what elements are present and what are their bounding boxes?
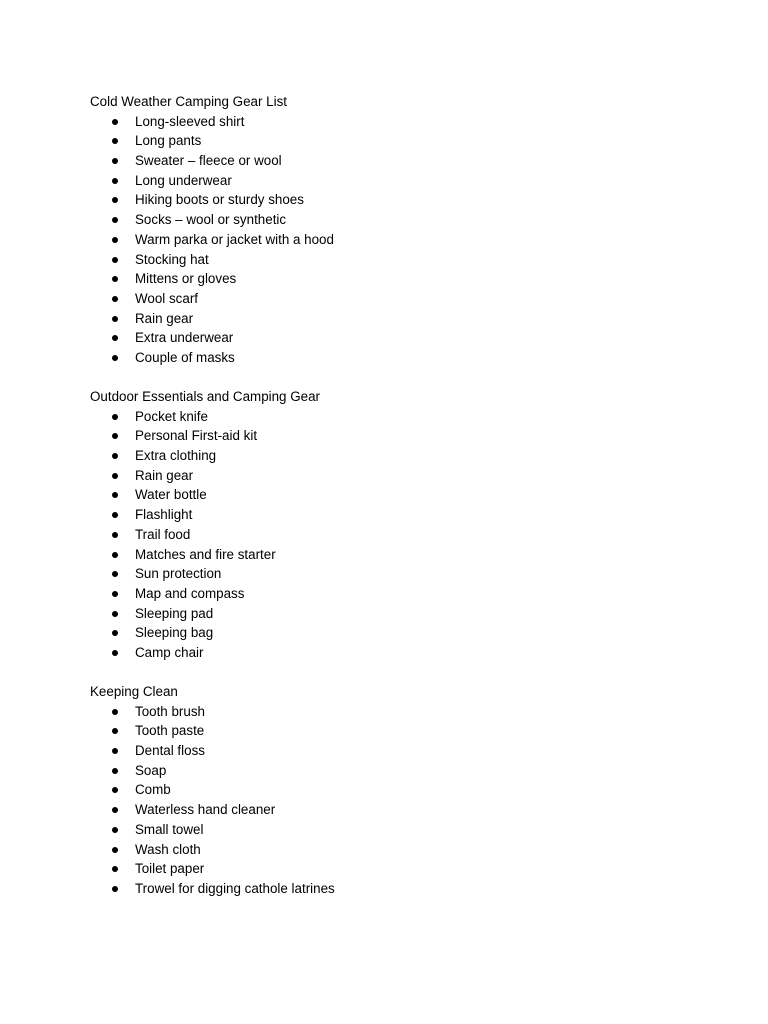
list-item-text: Personal First-aid kit: [135, 428, 258, 444]
list-item: [90, 112, 690, 132]
list-item-text: Soap: [135, 762, 167, 778]
bullet-icon: [112, 768, 118, 774]
bullet-icon: [112, 433, 118, 439]
list-item-text: Rain gear: [135, 467, 194, 483]
list-item-text: Mittens or gloves: [135, 271, 237, 287]
bullet-icon: [112, 316, 118, 322]
list-item-text: Wash cloth: [135, 841, 201, 857]
section-title: Cold Weather Camping Gear List: [90, 94, 287, 109]
list-item: [90, 151, 690, 171]
list-item: [90, 525, 690, 545]
list-item: [90, 859, 690, 879]
list-item-text: Toilet paper: [135, 861, 205, 877]
bullet-icon: [112, 178, 118, 184]
list-item: [90, 269, 690, 289]
list-item: [90, 348, 690, 368]
list-item-text: Long-sleeved shirt: [135, 113, 245, 129]
bullet-icon: [112, 217, 118, 223]
bullet-icon: [112, 197, 118, 203]
bullet-icon: [112, 335, 118, 341]
list-item: [90, 407, 690, 427]
list-item: [90, 230, 690, 250]
list-item: [90, 584, 690, 604]
list-item-text: Trowel for digging cathole latrines: [135, 880, 335, 896]
bullet-icon: [112, 237, 118, 243]
list-item: [90, 466, 690, 486]
list-item: [90, 702, 690, 722]
bullet-icon: [112, 748, 118, 754]
section-cold-weather-gear: [90, 92, 690, 368]
list-item: [90, 505, 690, 525]
list-item: [90, 171, 690, 191]
list-item: [90, 820, 690, 840]
list-item-text: Camp chair: [135, 644, 204, 660]
list-item-text: Tooth paste: [135, 723, 205, 739]
list-item-text: Water bottle: [135, 487, 207, 503]
bullet-icon: [112, 847, 118, 853]
list-item: [90, 879, 690, 899]
list-item: [90, 446, 690, 466]
list-item-text: Small towel: [135, 821, 204, 837]
bullet-icon: [112, 453, 118, 459]
list-item-text: Waterless hand cleaner: [135, 802, 276, 818]
list-item: [90, 780, 690, 800]
list-item-text: Sweater – fleece or wool: [135, 153, 282, 169]
bullet-icon: [112, 512, 118, 518]
bullet-icon: [112, 492, 118, 498]
section-title: Keeping Clean: [90, 684, 178, 699]
bullet-icon: [112, 296, 118, 302]
bullet-icon: [112, 728, 118, 734]
section-outdoor-essentials: [90, 387, 690, 663]
list-item-text: Extra underwear: [135, 330, 234, 346]
list-item: [90, 564, 690, 584]
list-item: [90, 604, 690, 624]
bullet-icon: [112, 866, 118, 872]
list-item-text: Tooth brush: [135, 703, 205, 719]
list-item: [90, 250, 690, 270]
bullet-icon: [112, 276, 118, 282]
bullet-icon: [112, 257, 118, 263]
list-item-text: Long pants: [135, 133, 202, 149]
bullet-icon: [112, 138, 118, 144]
list-item: [90, 721, 690, 741]
list-item: [90, 840, 690, 860]
list-item: [90, 741, 690, 761]
bullet-icon: [112, 886, 118, 892]
list-item: [90, 289, 690, 309]
bullet-icon: [112, 807, 118, 813]
list-item-text: Comb: [135, 782, 171, 798]
bullet-icon: [112, 611, 118, 617]
list-item-text: Stocking hat: [135, 251, 209, 267]
bullet-icon: [112, 414, 118, 420]
list-item-text: Socks – wool or synthetic: [135, 212, 287, 228]
list-item-text: Sun protection: [135, 566, 222, 582]
list-item: [90, 328, 690, 348]
bullet-icon: [112, 473, 118, 479]
list-item: [90, 761, 690, 781]
list-item: [90, 210, 690, 230]
bullet-icon: [112, 709, 118, 715]
section-keeping-clean: [90, 682, 690, 899]
list-item: [90, 426, 690, 446]
list-item-text: Hiking boots or sturdy shoes: [135, 192, 304, 208]
list-item-text: Extra clothing: [135, 448, 217, 464]
bullet-icon: [112, 787, 118, 793]
list-item: [90, 309, 690, 329]
bullet-list: [90, 112, 690, 368]
list-item-text: Trail food: [135, 526, 191, 542]
list-item-text: Matches and fire starter: [135, 546, 276, 562]
bullet-icon: [112, 827, 118, 833]
list-item-text: Pocket knife: [135, 408, 208, 424]
list-item-text: Wool scarf: [135, 290, 199, 306]
list-item: [90, 485, 690, 505]
list-item: [90, 623, 690, 643]
list-item: [90, 190, 690, 210]
bullet-list: [90, 407, 690, 663]
list-item-text: Rain gear: [135, 310, 194, 326]
list-item: [90, 131, 690, 151]
list-item-text: Flashlight: [135, 507, 193, 523]
bullet-icon: [112, 650, 118, 656]
section-title: Outdoor Essentials and Camping Gear: [90, 389, 320, 404]
bullet-icon: [112, 552, 118, 558]
list-item-text: Sleeping bag: [135, 625, 214, 641]
bullet-icon: [112, 571, 118, 577]
list-item-text: Map and compass: [135, 585, 245, 601]
list-item-text: Long underwear: [135, 172, 232, 188]
list-item: [90, 545, 690, 565]
list-item-text: Warm parka or jacket with a hood: [135, 231, 334, 247]
bullet-icon: [112, 630, 118, 636]
list-item: [90, 800, 690, 820]
list-item-text: Dental floss: [135, 743, 205, 759]
list-item-text: Sleeping pad: [135, 605, 214, 621]
bullet-icon: [112, 355, 118, 361]
list-item-text: Couple of masks: [135, 349, 235, 365]
bullet-icon: [112, 158, 118, 164]
bullet-icon: [112, 532, 118, 538]
bullet-icon: [112, 119, 118, 125]
list-item: [90, 643, 690, 663]
bullet-list: [90, 702, 690, 899]
bullet-icon: [112, 591, 118, 597]
